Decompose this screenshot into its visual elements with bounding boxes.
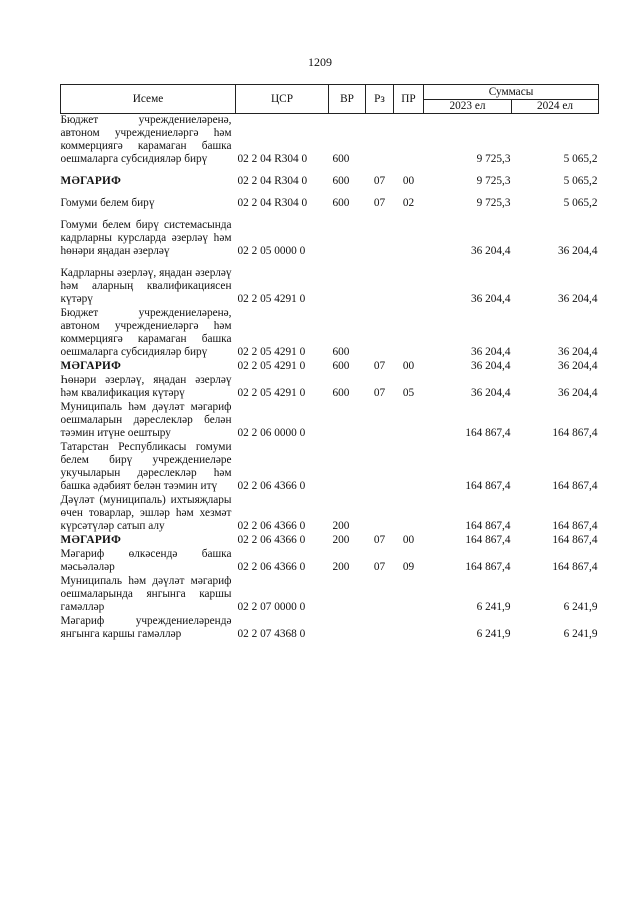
- cell-sum-2024: 5 065,2: [563, 197, 598, 209]
- cell-name: Бюджет учреждениеләренә, автоном учреждениеләргә һәм коммерциягә карамаган башка оешмаларга субсидияләр бирү: [60, 114, 232, 165]
- cell-rz: [366, 615, 394, 642]
- table-row: [61, 374, 599, 401]
- header-2023: 2023 ел: [424, 100, 512, 114]
- cell-pr: [394, 259, 424, 307]
- cell-vr: 600: [332, 360, 350, 372]
- cell-sum-2024: 164 867,4: [552, 427, 598, 439]
- header-rz: Рз: [366, 85, 394, 114]
- table-row: [61, 575, 599, 615]
- cell-rz: [366, 114, 394, 168]
- cell-rz: [366, 211, 394, 259]
- cell-rz: 07: [373, 387, 386, 399]
- cell-sum-2023: 6 241,9: [476, 601, 511, 613]
- cell-vr: 600: [332, 153, 350, 165]
- cell-name: Бюджет учреждениеләренә, автоном учреждениеләргә һәм коммерциягә карамаган башка оешмаларга субсидияләр бирү: [60, 307, 232, 358]
- cell-rz: 07: [373, 197, 386, 209]
- header-vr: ВР: [329, 85, 366, 114]
- cell-rz: 07: [373, 175, 386, 187]
- cell-vr: 200: [332, 520, 350, 532]
- cell-sum-2023: 9 725,3: [476, 175, 511, 187]
- cell-vr: [329, 441, 366, 494]
- cell-csr: 02 2 05 4291 0: [237, 360, 306, 372]
- cell-name: Кадрларны әзерләү, яңадан әзерләү һәм аларның квалификациясен күтәрү: [60, 267, 232, 305]
- cell-csr: 02 2 06 4366 0: [237, 480, 306, 492]
- cell-sum-2023: 164 867,4: [465, 561, 511, 573]
- cell-csr: 02 2 06 4366 0: [237, 561, 306, 573]
- cell-rz: [366, 401, 394, 441]
- cell-vr: 600: [332, 197, 350, 209]
- header-name: Исеме: [61, 85, 236, 114]
- cell-sum-2024: 164 867,4: [552, 480, 598, 492]
- table-row: [61, 114, 599, 168]
- cell-name: Һөнәри әзерләү, яңадан әзерләү һәм квалификация күтәрү: [60, 374, 232, 399]
- budget-table: [60, 84, 599, 642]
- cell-sum-2023: 36 204,4: [470, 245, 511, 257]
- cell-name: Гомуми белем бирү: [60, 197, 155, 209]
- table-row: [61, 441, 599, 494]
- cell-pr: [394, 211, 424, 259]
- table-row: [61, 360, 599, 374]
- cell-sum-2023: 164 867,4: [465, 480, 511, 492]
- cell-vr: [329, 259, 366, 307]
- cell-rz: [366, 259, 394, 307]
- cell-pr: [394, 401, 424, 441]
- cell-rz: 07: [373, 534, 386, 546]
- cell-csr: 02 2 05 0000 0: [237, 245, 306, 257]
- cell-name: Дәүләт (муниципаль) ихтыяҗлары өчен товарлар, эшләр һәм хезмәт күрсәтүләр сатып алу: [60, 494, 232, 532]
- table-row: [61, 548, 599, 575]
- cell-vr: [329, 615, 366, 642]
- table-row: [61, 167, 599, 189]
- cell-name: Гомуми белем бирү системасында кадрларны курсларда әзерләү һәм һөнәри яңадан әзерләү: [60, 219, 232, 257]
- cell-sum-2024: 164 867,4: [552, 520, 598, 532]
- cell-rz: [366, 575, 394, 615]
- cell-sum-2023: 164 867,4: [465, 534, 511, 546]
- cell-rz: [366, 494, 394, 534]
- table-header: [61, 85, 599, 114]
- cell-rz: [366, 441, 394, 494]
- cell-sum-2024: 36 204,4: [557, 360, 598, 372]
- cell-vr: 200: [332, 534, 350, 546]
- cell-pr: [394, 575, 424, 615]
- cell-sum-2024: 6 241,9: [563, 628, 598, 640]
- table-row: [61, 534, 599, 548]
- cell-vr: [329, 575, 366, 615]
- cell-pr: [394, 494, 424, 534]
- cell-rz: [366, 307, 394, 360]
- cell-csr: 02 2 04 R304 0: [237, 153, 308, 165]
- cell-csr: 02 2 06 0000 0: [237, 427, 306, 439]
- cell-csr: 02 2 05 4291 0: [237, 346, 306, 358]
- cell-csr: 02 2 04 R304 0: [237, 197, 308, 209]
- cell-sum-2023: 36 204,4: [470, 387, 511, 399]
- cell-vr: 600: [332, 175, 350, 187]
- cell-vr: 600: [332, 346, 350, 358]
- table-row: [61, 401, 599, 441]
- cell-vr: 200: [332, 561, 350, 573]
- cell-sum-2023: 9 725,3: [476, 153, 511, 165]
- cell-sum-2024: 5 065,2: [563, 175, 598, 187]
- cell-sum-2024: 36 204,4: [557, 293, 598, 305]
- header-2024: 2024 ел: [512, 100, 599, 114]
- cell-name: МӘГАРИФ: [60, 534, 122, 546]
- cell-name: Муниципаль һәм дәүләт мәгариф оешмаларында янгынга каршы гамәлләр: [60, 575, 232, 613]
- cell-pr: 02: [402, 197, 415, 209]
- table-row: [61, 615, 599, 642]
- table-body: [61, 114, 599, 643]
- header-sums: Суммасы: [424, 85, 599, 100]
- cell-sum-2023: 6 241,9: [476, 628, 511, 640]
- cell-pr: [394, 615, 424, 642]
- cell-rz: 07: [373, 561, 386, 573]
- cell-vr: [329, 211, 366, 259]
- cell-sum-2024: 36 204,4: [557, 245, 598, 257]
- cell-sum-2023: 164 867,4: [465, 427, 511, 439]
- cell-csr: 02 2 05 4291 0: [237, 293, 306, 305]
- cell-csr: 02 2 04 R304 0: [237, 175, 308, 187]
- cell-csr: 02 2 07 4368 0: [237, 628, 306, 640]
- cell-csr: 02 2 07 0000 0: [237, 601, 306, 613]
- cell-pr: [394, 114, 424, 168]
- cell-sum-2024: 36 204,4: [557, 346, 598, 358]
- cell-pr: 09: [402, 561, 415, 573]
- cell-name: Татарстан Республикасы гомуми белем бирү учреждениеләре укучыларын дәреслекләр һәм башка әдәбият белән тәэмин итү: [60, 441, 232, 492]
- page-number: 1209: [308, 55, 332, 69]
- cell-csr: 02 2 06 4366 0: [237, 534, 306, 546]
- header-csr: ЦСР: [236, 85, 329, 114]
- cell-sum-2023: 36 204,4: [470, 360, 511, 372]
- table-row: [61, 307, 599, 360]
- cell-csr: 02 2 06 4366 0: [237, 520, 306, 532]
- cell-sum-2023: 36 204,4: [470, 346, 511, 358]
- cell-pr: [394, 441, 424, 494]
- cell-sum-2024: 6 241,9: [563, 601, 598, 613]
- cell-pr: 00: [402, 175, 415, 187]
- cell-pr: 05: [402, 387, 415, 399]
- table-row: [61, 494, 599, 534]
- table-row: [61, 259, 599, 307]
- cell-rz: 07: [373, 360, 386, 372]
- table-row: [61, 189, 599, 211]
- cell-pr: 00: [402, 534, 415, 546]
- cell-pr: 00: [402, 360, 415, 372]
- cell-sum-2023: 164 867,4: [465, 520, 511, 532]
- cell-name: МӘГАРИФ: [60, 360, 122, 372]
- cell-sum-2023: 36 204,4: [470, 293, 511, 305]
- cell-sum-2024: 36 204,4: [557, 387, 598, 399]
- table-row: [61, 211, 599, 259]
- cell-pr: [394, 307, 424, 360]
- cell-vr: [329, 401, 366, 441]
- cell-name: Мәгариф учреждениеләрендә янгынга каршы гамәлләр: [60, 615, 232, 640]
- cell-sum-2024: 164 867,4: [552, 561, 598, 573]
- cell-vr: 600: [332, 387, 350, 399]
- cell-sum-2024: 164 867,4: [552, 534, 598, 546]
- cell-sum-2023: 9 725,3: [476, 197, 511, 209]
- cell-name: МӘГАРИФ: [60, 175, 122, 187]
- header-pr: ПР: [394, 85, 424, 114]
- cell-sum-2024: 5 065,2: [563, 153, 598, 165]
- cell-name: Муниципаль һәм дәүләт мәгариф оешмаларын дәреслекләр белән тәэмин итүне оештыру: [60, 401, 232, 439]
- cell-csr: 02 2 05 4291 0: [237, 387, 306, 399]
- cell-name: Мәгариф өлкәсендә башка мәсьәләләр: [60, 548, 232, 573]
